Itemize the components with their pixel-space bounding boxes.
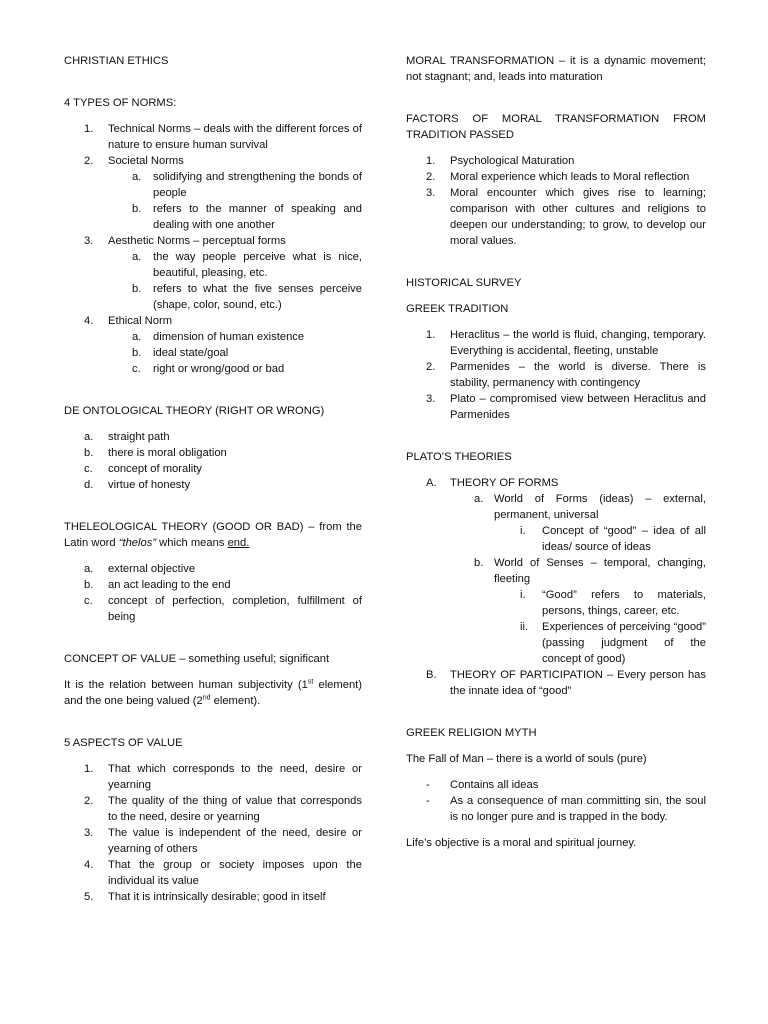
list-item: 1. Technical Norms – deals with the different forces of nature to ensure human survival: [84, 123, 362, 151]
list-item: i. “Good” refers to materials, persons, things, career, etc.: [520, 589, 706, 617]
list-item: 2. Societal Norms: [84, 155, 184, 167]
list-item: 3. The value is independent of the need, desire or yearning of others: [84, 827, 362, 855]
list-item: a. the way people perceive what is nice, beautiful, pleasing, etc.: [132, 251, 362, 279]
aspects-heading: 5 ASPECTS OF VALUE: [64, 737, 183, 749]
deontological-list: [64, 429, 362, 493]
list-item: 5. That it is intrinsically desirable; good in itself: [84, 891, 326, 903]
platos-theories-list: [406, 475, 706, 699]
teleological-list: [64, 561, 362, 625]
fall-of-man-list: [406, 777, 706, 825]
list-item: 4. Ethical Norm: [84, 315, 173, 327]
factors-heading: FACTORS OF MORAL TRANSFORMATION FROM TRADITION PASSED: [406, 113, 706, 141]
list-item: 4. That the group or society imposes upon the individual its value: [84, 859, 362, 887]
list-item: B. THEORY OF PARTICIPATION – Every person has the innate idea of “good”: [426, 669, 706, 697]
list-item: - As a consequence of man committing sin, the soul is no longer pure and is trapped in the body.: [426, 795, 706, 823]
list-item: d. virtue of honesty: [84, 479, 191, 491]
concept-of-value-heading: CONCEPT OF VALUE – something useful; significant: [64, 653, 330, 665]
list-item: a. dimension of human existence: [132, 331, 305, 343]
list-item: b. there is moral obligation: [84, 447, 227, 459]
list-item: 2. Parmenides – the world is diverse. There is stability, permanency with contingency: [426, 361, 706, 389]
fall-of-man-paragraph: The Fall of Man – there is a world of souls (pure): [406, 753, 647, 765]
left-column: [64, 53, 362, 905]
list-item: 1. Heraclitus – the world is fluid, changing, temporary. Everything is accidental, fleeting, unstable: [426, 329, 706, 357]
list-item: b. refers to what the five senses perceive (shape, color, sound, etc.): [132, 283, 362, 311]
list-item: 2. The quality of the thing of value that corresponds to the need, desire or yearning: [84, 795, 362, 823]
right-column: [406, 53, 706, 851]
list-item: c. concept of perfection, completion, fulfillment of being: [84, 595, 362, 623]
list-item: i. Concept of “good” – idea of all ideas/ source of ideas: [520, 525, 706, 553]
list-item: 3. Plato – compromised view between Heraclitus and Parmenides: [426, 393, 706, 421]
moral-transformation-heading: MORAL TRANSFORMATION – it is a dynamic movement; not stagnant; and, leads into maturation: [406, 55, 706, 83]
value-paragraph: It is the relation between human subjectivity (1st element) and the one being valued (2nd element).: [64, 678, 363, 707]
platos-theories-heading: PLATO’S THEORIES: [406, 451, 512, 463]
greek-religion-myth-heading: GREEK RELIGION MYTH: [406, 727, 537, 739]
list-item: 1. Psychological Maturation: [426, 155, 575, 167]
teleological-heading: THELEOLOGICAL THEORY (GOOD OR BAD) – from the Latin word “thelos” which means end.: [64, 521, 362, 549]
list-item: b. ideal state/goal: [132, 347, 229, 359]
list-item: a. World of Forms (ideas) – external, permanent, universal: [474, 493, 706, 521]
greek-tradition-heading: GREEK TRADITION: [406, 303, 509, 315]
norms-heading: 4 TYPES OF NORMS:: [64, 97, 177, 109]
list-item: 1. That which corresponds to the need, desire or yearning: [84, 763, 362, 791]
greek-tradition-list: [406, 327, 706, 423]
norms-list: [64, 121, 362, 377]
list-item: a. solidifying and strengthening the bonds of people: [132, 171, 362, 199]
list-item: a. straight path: [84, 431, 170, 443]
historical-survey-heading: HISTORICAL SURVEY: [406, 277, 522, 289]
life-objective-paragraph: Life’s objective is a moral and spiritual journey.: [406, 837, 637, 849]
list-item: ii. Experiences of perceiving “good” (passing judgment of the concept of good): [520, 621, 706, 665]
list-item: b. refers to the manner of speaking and dealing with one another: [132, 203, 362, 231]
list-item: - Contains all ideas: [426, 779, 539, 791]
factors-list: [406, 153, 706, 249]
deontological-heading: DE ONTOLOGICAL THEORY (RIGHT OR WRONG): [64, 405, 325, 417]
list-item: 3. Moral encounter which gives rise to learning; comparison with other cultures and religions to deepen our understanding; to grow, to develop our moral values.: [426, 187, 706, 247]
list-item: a. external objective: [84, 563, 196, 575]
list-item: 2. Moral experience which leads to Moral reflection: [426, 171, 690, 183]
list-item: b. an act leading to the end: [84, 579, 231, 591]
aspects-list: [64, 761, 362, 905]
list-item: A. THEORY OF FORMS: [426, 477, 559, 489]
list-item: c. concept of morality: [84, 463, 202, 475]
list-item: b. World of Senses – temporal, changing, fleeting: [474, 557, 706, 585]
list-item: c. right or wrong/good or bad: [132, 363, 285, 375]
document-title: CHRISTIAN ETHICS: [64, 55, 169, 67]
list-item: 3. Aesthetic Norms – perceptual forms: [84, 235, 286, 247]
